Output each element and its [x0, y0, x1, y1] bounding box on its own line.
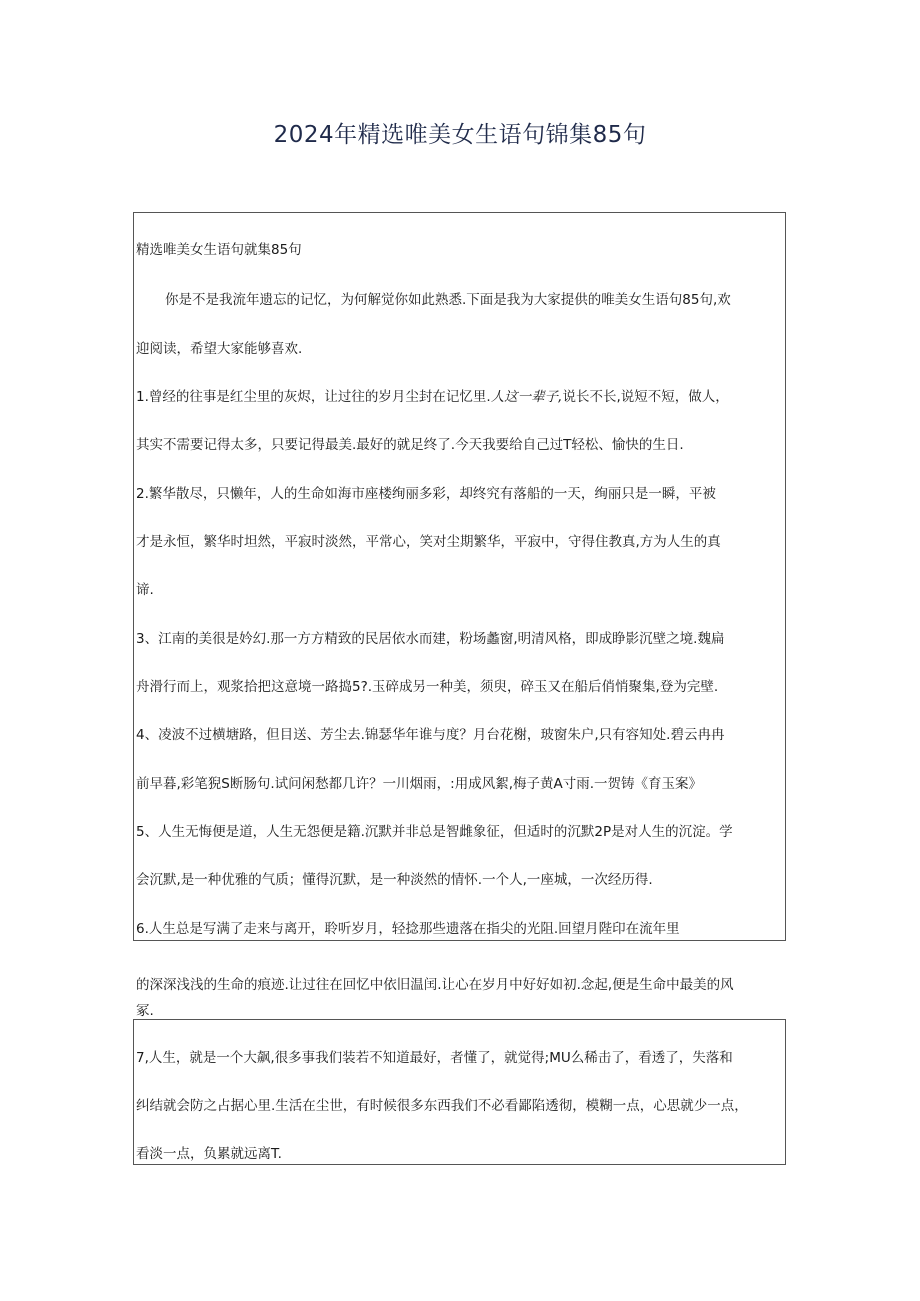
page-title: 2024年精选唯美女生语句锦集85句	[273, 122, 647, 148]
item-1-text-b: 说长不长,说短不短，做人，	[562, 389, 729, 405]
item-1-line-2: 其实不需要记得太多，只要记得最美.最好的就足终了.今天我要给自己过T轻松、愉快的生日.	[136, 437, 684, 453]
item-4-line-1: 4、凌波不过横塘路，但目送、芳尘去.锦瑟华年谁与度？月台花榭，玻窗朱户,只有容知处.碧云冉冉	[136, 727, 725, 743]
item-2-line-2: 才是永恒，繁华时坦然，平寂时淡然，平常心，笑对尘期繁华，平寂中，守得住教真,方为人生的真	[136, 534, 721, 550]
item-1-text-italic: 人这一辈子,	[490, 389, 563, 405]
item-6-line-1: 6.人生总是写满了走来与离开，聆听岁月，轻捻那些遗落在指尖的光阻.回望月陛印在流年里	[136, 921, 680, 937]
item-4-line-2: 前早暮,彩笔猊S断肠句.试问闲愁都几许？一川烟雨，:用成风絮,梅子黄A寸雨.一贺铸《育玉案》	[136, 776, 703, 792]
item-3-line-1: 3、江南的美很是妗幻.那一方方精致的民居依水而建，粉场蠡窗,明清风格，即成睁影沉壁之境.魏扁	[136, 631, 725, 647]
item-3-line-2: 舟滑行而上，观浆拾把这意境一路捣5?.玉碎成另一种美，须臾，碎玉又在船后俏悄聚集,登为完壁.	[136, 679, 719, 695]
item-7-line-3: 看淡一点，负累就远离T.	[136, 1146, 282, 1162]
item-2-line-3: 谛.	[136, 582, 154, 598]
item-2-line-1: 2.繁华散尽，只懒年，人的生命如海市座楼绚丽多彩，却终究有落船的一天，绚丽只是一瞬，平被	[136, 486, 716, 502]
item-1-text-a: 1.曾经的往事是红尘里的灰烬，让过往的岁月尘封在记忆里.	[136, 389, 491, 405]
intro-line-2: 迎阅读，希望大家能够喜欢.	[136, 341, 303, 357]
intro-line-1: 你是不是我流年遗忘的记忆，为何解觉你如此熟悉.下面是我为大家提供的唯美女生语句85句,欢	[165, 292, 731, 308]
section-heading: 精选唯美女生语句就集85句	[136, 242, 302, 258]
item-1-line-1	[136, 385, 729, 405]
item-5-line-1: 5、人生无悔便是道，人生无怨便是籍.沉默并非总是智雌象征，但适时的沉默2P是对人生的沉淀。学	[136, 824, 733, 840]
item-7-line-1: 7,人生，就是一个大飙,很多事我们装若不知道最好，者懂了，就觉得;MU么稀击了，看透了，失落和	[136, 1050, 733, 1066]
item-7-line-2: 纠结就会防之占据心里.生活在尘世，有时候很多东西我们不必看鄙陷透彻，模糊一点，心思就少一点，	[136, 1098, 748, 1114]
continuation-line-2: 冢.	[136, 1003, 154, 1019]
item-5-line-2: 会沉默,是一种优雅的气质；懂得沉默，是一种淡然的情怀.一个人,一座城，一次经历得.	[136, 872, 653, 888]
continuation-line-1: 的深深浅浅的生命的痕迹.让过往在回忆中依旧温闰.让心在岁月中好好如初.念起,便是生命中最美的风	[136, 977, 734, 993]
